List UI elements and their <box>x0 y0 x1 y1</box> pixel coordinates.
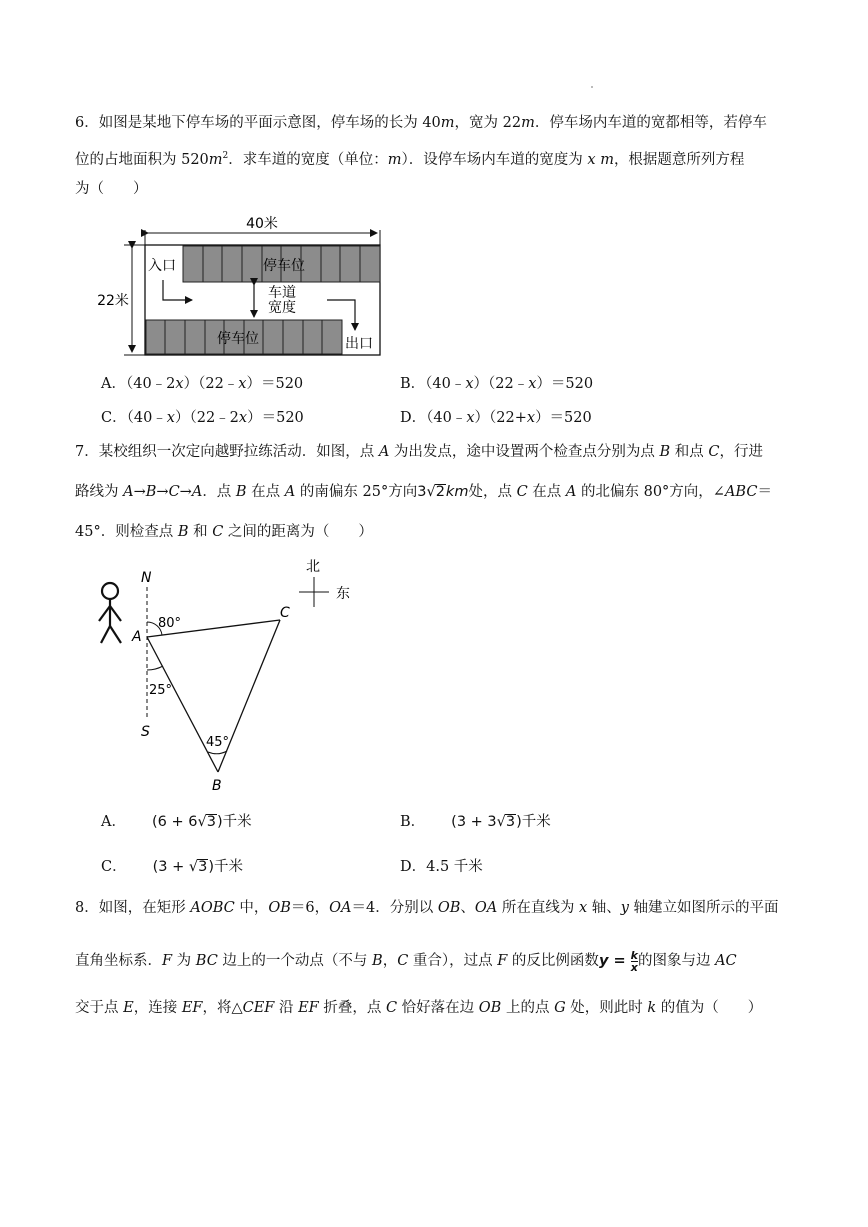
north-label: N <box>141 570 152 586</box>
parking-label-bottom: 停车位 <box>217 331 259 347</box>
compass-icon <box>299 577 329 607</box>
angle-80-label: 80° <box>158 616 182 631</box>
q7-option-c[interactable]: C． (3 + √3)千米 <box>101 859 244 875</box>
length-label: 40米 <box>246 216 278 232</box>
q8-line-3: 交于点 E，连接 EF，将△CEF 沿 EF 折叠，点 C 恰好落在边 OB 上的点 G 处，则此时 k 的值为（ ） <box>75 1000 763 1016</box>
q6-line-2: 位的占地面积为 $520m^2$．求车道的宽度（单位：m）．设停车场内车道的宽度为 x m，根据题意所列方程 <box>75 151 745 168</box>
compass-north-label: 北 <box>306 559 320 575</box>
q7-option-a[interactable]: A． (6 + 6√3)千米 <box>101 814 252 830</box>
point-a-label: A <box>132 629 142 645</box>
q6-line-1: 6．如图是某地下停车场的平面示意图，停车场的长为 40m，宽为 22m．停车场内车道的宽都相等，若停车 <box>75 115 767 131</box>
q6-option-d[interactable]: D．（40﹣x）（22+x）＝520 <box>400 410 592 426</box>
segment-ab <box>147 637 218 772</box>
q6-option-a[interactable]: A．（40﹣2x）（22﹣x）＝520 <box>101 376 304 392</box>
width-label: 22米 <box>97 293 129 309</box>
south-label: S <box>141 724 150 740</box>
stick-figure-icon <box>99 583 121 643</box>
point-b-label: B <box>212 778 222 794</box>
q7-option-b[interactable]: B． (3 + 3√3)千米 <box>400 814 551 830</box>
q7-line-2: 路线为 A→B→C→A．点 B 在点 A 的南偏东 25°方向3√2km处，点 C 在点 A 的北偏东 80°方向，∠ABC＝ <box>75 484 772 500</box>
q7-option-d[interactable]: D．4.5 千米 <box>400 859 483 875</box>
q7-line-1: 7．某校组织一次定向越野拉练活动．如图，点 A 为出发点，途中设置两个检查点分别为点 B 和点 C，行进 <box>75 444 764 460</box>
lane-label-line2: 宽度 <box>268 300 296 316</box>
angle-25-arc <box>147 666 163 670</box>
k-over-x-fraction: $\frac{k}{x}$ <box>630 948 638 974</box>
exit-label: 出口 <box>345 336 373 352</box>
angle-25-label: 25° <box>149 683 173 698</box>
lane-label-line1: 车道 <box>268 285 296 301</box>
angle-45-label: 45° <box>206 735 230 750</box>
point-c-label: C <box>280 605 290 621</box>
q8-line-1: 8．如图，在矩形 AOBC 中，OB＝6，OA＝4．分别以 OB、OA 所在直线为 x 轴、y 轴建立如图所示的平面 <box>75 900 779 916</box>
q6-option-b[interactable]: B．（40﹣x）（22﹣x）＝520 <box>400 376 594 392</box>
q6-option-c[interactable]: C．（40﹣x）（22﹣2x）＝520 <box>101 410 304 426</box>
angle-45-arc <box>208 751 227 754</box>
entrance-label: 入口 <box>148 258 176 274</box>
q6-line-3: 为（ ） <box>75 181 148 197</box>
parking-label-top: 停车位 <box>263 258 305 274</box>
q8-line-2: 直角坐标系．F 为 BC 边上的一个动点（不与 B，C 重合），过点 F 的反比例函数y = $\frac{k}{x}$ 的图象与边 AC <box>75 948 737 974</box>
compass-east-label: 东 <box>336 586 350 602</box>
q7-line-3: 45°．则检查点 B 和 C 之间的距离为（ ） <box>75 524 373 540</box>
